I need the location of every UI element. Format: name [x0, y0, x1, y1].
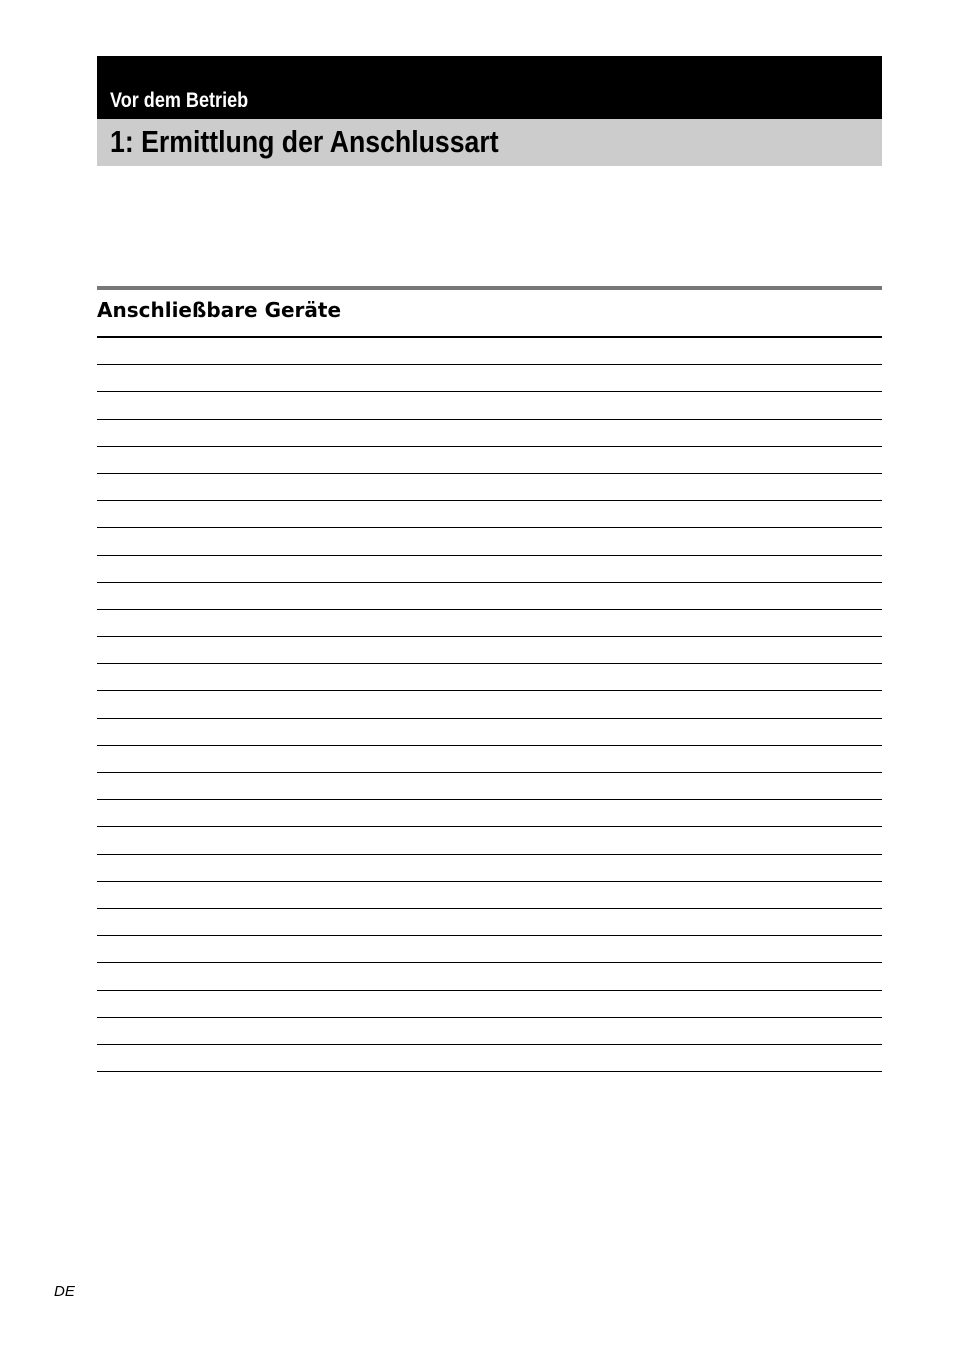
table-row — [97, 610, 882, 637]
table-row — [97, 664, 882, 691]
table-row — [97, 746, 882, 773]
table-row — [97, 909, 882, 936]
page-header — [97, 56, 882, 166]
table-row — [97, 637, 882, 664]
table-row — [97, 963, 882, 990]
title-bar — [97, 119, 882, 166]
table-row — [97, 556, 882, 583]
table-row — [97, 420, 882, 447]
device-table — [97, 338, 882, 1072]
table-row — [97, 1018, 882, 1045]
table-row — [97, 583, 882, 610]
table-row — [97, 1045, 882, 1072]
table-row — [97, 827, 882, 854]
table-row — [97, 474, 882, 501]
section-bar — [97, 56, 882, 119]
table-row — [97, 528, 882, 555]
table-row — [97, 365, 882, 392]
table-row — [97, 855, 882, 882]
table-row — [97, 338, 882, 365]
page-title: 1: Ermittlung der Anschlussart — [110, 124, 499, 159]
table-row — [97, 501, 882, 528]
table-row — [97, 392, 882, 419]
page-language-code: DE — [54, 1283, 75, 1300]
table-row — [97, 882, 882, 909]
table-row — [97, 800, 882, 827]
subsection-title: Anschließbare Geräte — [97, 298, 342, 322]
table-row — [97, 991, 882, 1018]
table-row — [97, 447, 882, 474]
connectable-devices-section — [97, 286, 882, 1072]
table-row — [97, 936, 882, 963]
table-row — [97, 719, 882, 746]
table-row — [97, 691, 882, 718]
section-label: Vor dem Betrieb — [110, 89, 249, 112]
table-row — [97, 773, 882, 800]
